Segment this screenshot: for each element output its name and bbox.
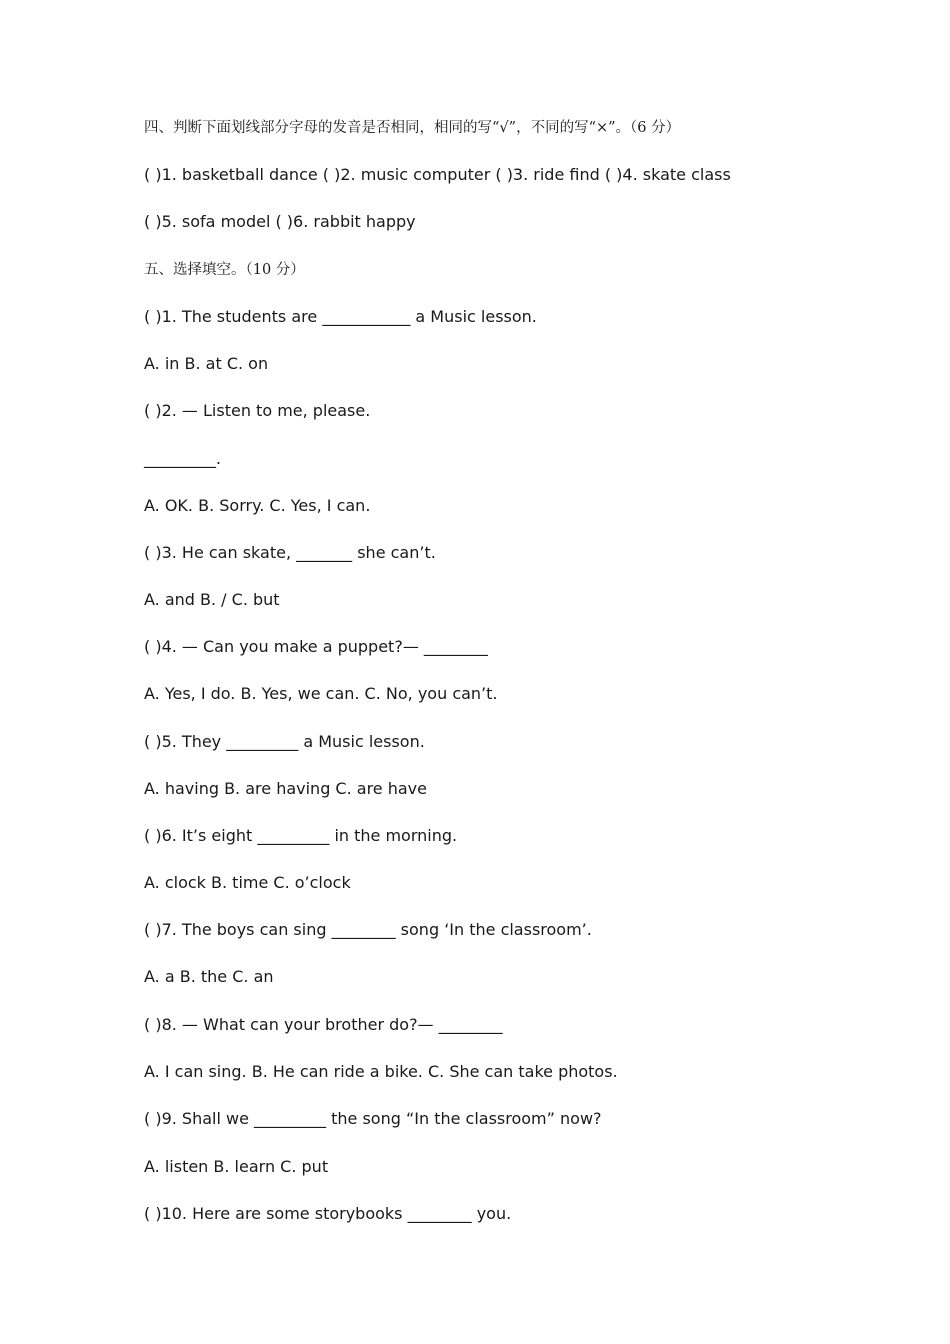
question-3-options: A. and B. / C. but [144, 590, 280, 609]
question-6-options: A. clock B. time C. o’clock [144, 873, 351, 892]
question-10: ( )10. Here are some storybooks ________ you. [144, 1204, 512, 1223]
question-3: ( )3. He can skate, _______ she can’t. [144, 543, 436, 562]
question-7-options: A. a B. the C. an [144, 967, 274, 986]
question-4-options: A. Yes, I do. B. Yes, we can. C. No, you can’t. [144, 684, 498, 703]
question-9-options: A. listen B. learn C. put [144, 1157, 329, 1176]
question-5: ( )5. They _________ a Music lesson. [144, 732, 425, 751]
question-8: ( )8. — What can your brother do?— ________ [144, 1015, 503, 1034]
question-2: ( )2. — Listen to me, please. [144, 401, 371, 420]
question-1: ( )1. The students are ___________ a Music lesson. [144, 307, 537, 326]
question-7: ( )7. The boys can sing ________ song ‘In the classroom’. [144, 920, 592, 939]
question-2-options: A. OK. B. Sorry. C. Yes, I can. [144, 496, 371, 515]
section-5-heading: 五、选择填空。（10 分） [144, 262, 305, 278]
question-1-options: A. in B. at C. on [144, 354, 269, 373]
question-9: ( )9. Shall we _________ the song “In the classroom” now? [144, 1109, 602, 1128]
question-5-options: A. having B. are having C. are have [144, 779, 427, 798]
section-4-heading: 四、判断下面划线部分字母的发音是否相同，相同的写“√”，不同的写“×”。（6 分） [144, 120, 681, 136]
section-4-row-2: ( )5. sofa model ( )6. rabbit happy [144, 212, 416, 231]
question-2-blank: _________. [144, 449, 222, 468]
question-4: ( )4. — Can you make a puppet?— ________ [144, 637, 488, 656]
question-6: ( )6. It’s eight _________ in the morning. [144, 826, 458, 845]
section-4-row-1: ( )1. basketball dance ( )2. music computer ( )3. ride find ( )4. skate class [144, 165, 731, 184]
question-8-options: A. I can sing. B. He can ride a bike. C. She can take photos. [144, 1062, 618, 1081]
